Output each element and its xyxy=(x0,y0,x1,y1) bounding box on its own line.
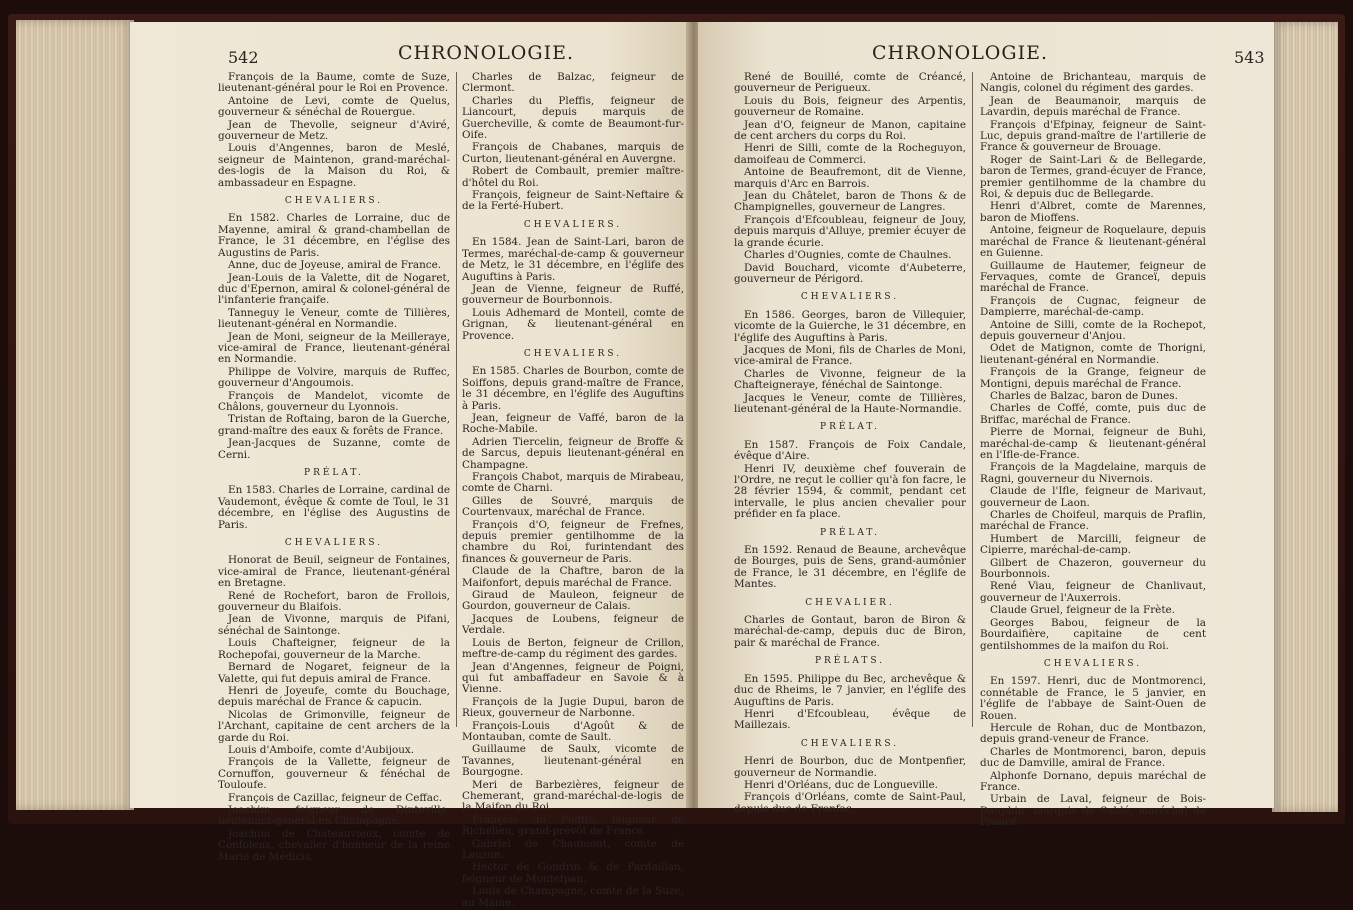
entry-paragraph: Antoine de Silli, comte de la Rochepot, depuis gouverneur d'Anjou. xyxy=(980,318,1206,342)
entry-paragraph: Alphonfe Dornano, depuis maréchal de France. xyxy=(980,769,1206,793)
entry-paragraph: Claude de l'Ifle, feigneur de Marivaut, gouverneur de Laon. xyxy=(980,485,1206,509)
entry-paragraph: En 1585. Charles de Bourbon, comte de Soiffons, depuis grand-maître de France, le 31 décembre, en l'églife des Auguftins à Paris. xyxy=(462,365,684,412)
entry-paragraph: Jacques le Veneur, comte de Tillières, lieutenant-général de la Haute-Normandie. xyxy=(734,391,966,415)
entry-paragraph: Louis du Bois, feigneur des Arpentis, gouverneur de Romaine. xyxy=(734,94,966,119)
entry-paragraph: Pierre de Mornai, feigneur de Buhi, maréchal-de-camp & lieutenant-général en l'Ifle-de-France. xyxy=(980,426,1206,461)
entry-paragraph: Antoine de Beaufremont, dit de Vienne, marquis d'Arc en Barrois. xyxy=(734,166,966,190)
entry-paragraph: François de Cazillac, feigneur de Ceffac. xyxy=(228,791,443,804)
entry-paragraph: Henri d'Efcoubleau, évêque de Maillezais. xyxy=(734,707,966,732)
entry-paragraph: Jacques de Loubens, feigneur de Verdale. xyxy=(462,612,684,637)
page-number: 543 xyxy=(1234,48,1265,67)
section-heading: CHEVALIERS. xyxy=(284,538,384,549)
entry-paragraph: En 1592. Renaud de Beaune, archevêque de Bourges, puis de Sens, grand-aumônier de France, le 31 décembre, en l'églife de Mantes. xyxy=(734,544,966,591)
entry-paragraph: Hector de Gondrin & de Pardaillan, feigneur de Montefpan. xyxy=(462,861,684,885)
entry-paragraph: Gilbert de Chazeron, gouverneur du Bourbonnois. xyxy=(980,556,1206,581)
section-heading: CHEVALIERS. xyxy=(800,738,900,749)
entry-paragraph: Jacques de Moni, fils de Charles de Moni, vice-amiral de France. xyxy=(734,343,966,368)
entry-paragraph: François, feigneur de Saint-Neftaire & de la Ferté-Hubert. xyxy=(462,189,684,213)
entry-paragraph: Guillaume de Hautemer, feigneur de Fervaques, comte de Granceï, depuis maréchal de France. xyxy=(980,259,1206,295)
entry-paragraph: Antoine, feigneur de Roquelaure, depuis maréchal de France & lieutenant-général en Guienne. xyxy=(980,224,1206,260)
entry-paragraph: En 1586. Georges, baron de Villequier, vicomte de la Guierche, le 31 décembre, en l'églife des Auguftins à Paris. xyxy=(734,308,966,344)
entry-paragraph: Humbert de Marcilli, feigneur de Cipierre, maréchal-de-camp. xyxy=(980,532,1206,557)
entry-paragraph: Georges Babou, feigneur de la Bourdaifière, capitaine de cent gentilshommes de la maifon du Roi. xyxy=(980,616,1206,652)
entry-paragraph: Charles du Pleffis, feigneur de Liancourt, depuis marquis de Guercheville, & comte de Beaumont-fur-Oife. xyxy=(462,94,684,142)
running-head: CHRONOLOGIE. xyxy=(872,42,1048,64)
entry-paragraph: En 1584. Jean de Saint-Lari, baron de Termes, maréchal-de-camp & gouverneur de Metz, le 31 décembre, en l'églife des Auguftins à Paris. xyxy=(462,236,684,283)
left-page-column-2 xyxy=(462,72,684,910)
entry-paragraph: Joachim, feigneur de Dinteville, lieutenant-général en Champagne. xyxy=(218,803,450,828)
entry-paragraph: Jean d'O, feigneur de Manon, capitaine de cent archers du corps du Roi. xyxy=(734,118,966,143)
section-heading: PRÉLAT. xyxy=(820,527,880,538)
entry-paragraph: Charles de Gontaut, baron de Biron & maréchal-de-camp, depuis duc de Biron, pair & maréchal de France. xyxy=(734,614,966,649)
entry-paragraph: Giraud de Mauleon, feigneur de Gourdon, gouverneur de Calais. xyxy=(462,589,684,613)
entry-paragraph: Jean du Châtelet, baron de Thons & de Champignelles, gouverneur de Langres. xyxy=(734,190,966,214)
section-heading: CHEVALIER. xyxy=(805,597,895,608)
entry-paragraph: Louis Chafteigner, feigneur de la Rochepofai, gouverneur de la Marche. xyxy=(218,637,450,661)
entry-paragraph: Jean de Thevolle, seigneur d'Aviré, gouverneur de Metz. xyxy=(218,118,450,143)
section-heading: PRÉLATS. xyxy=(814,656,886,667)
entry-paragraph: Henri de Bourbon, duc de Montpenfier, gouverneur de Normandie. xyxy=(734,755,966,779)
entry-paragraph: Hercule de Rohan, duc de Montbazon, depuis grand-veneur de France. xyxy=(980,721,1206,746)
left-page-column-1 xyxy=(218,72,450,864)
entry-paragraph: François de la Grange, feigneur de Montigni, depuis maréchal de France. xyxy=(980,366,1206,390)
entry-paragraph: Louis de Champagne, comte de la Suze, au Maine. xyxy=(462,885,684,909)
entry-paragraph: Claude de la Chaftre, baron de la Maifonfort, depuis maréchal de France. xyxy=(462,565,684,589)
entry-paragraph: Jean-Jacques de Suzanne, comte de Cerni. xyxy=(218,437,450,461)
entry-paragraph: Claude Gruel, feigneur de la Frète. xyxy=(990,604,1175,617)
entry-paragraph: Jean, feigneur de Vaffé, baron de la Roche-Mabile. xyxy=(462,411,684,436)
entry-paragraph: Urbain de Laval, feigneur de Bois-Dauphin, marquis de Sablé, maréchal de France. xyxy=(980,793,1206,829)
entry-paragraph: Joachim de Chateauvieux, comte de Confolens, chevalier d'honneur de la reine Marie de Médicis. xyxy=(218,827,450,863)
entry-paragraph: Antoine de Brichanteau, marquis de Nangis, colonel du régiment des gardes. xyxy=(980,71,1206,95)
entry-paragraph: Henri de Joyeufe, comte du Bouchage, depuis maréchal de France & capucin. xyxy=(218,684,450,709)
entry-paragraph: Louis d'Angennes, baron de Meslé, seigneur de Maintenon, grand-maréchal-des-logis de la Maison du Roi, & ambassadeur en Espagne. xyxy=(218,142,450,189)
entry-paragraph: Louis Adhemard de Monteil, comte de Grignan, & lieutenant-général en Provence. xyxy=(462,306,684,342)
entry-paragraph: Antoine de Levi, comte de Quelus, gouverneur & sénéchal de Rouergue. xyxy=(218,94,450,119)
entry-paragraph: François Chabot, marquis de Mirabeau, comte de Charni. xyxy=(462,471,684,495)
entry-paragraph: Robert de Combault, premier maître-d'hôtel du Roi. xyxy=(462,165,684,189)
entry-paragraph: François d'Efcoubleau, feigneur de Jouy, depuis marquis d'Alluye, premier écuyer de la grande écurie. xyxy=(734,213,966,249)
section-heading: CHEVALIERS. xyxy=(523,219,623,230)
left-page-edges xyxy=(16,20,134,810)
section-heading: CHEVALIERS. xyxy=(523,348,623,359)
entry-paragraph: Jean d'Angennes, feigneur de Poigni, qui fut ambaffadeur en Savoie & à Vienne. xyxy=(462,660,684,696)
entry-paragraph: François de la Baume, comte de Suze, lieutenant-général pour le Roi en Provence. xyxy=(218,71,450,95)
section-heading: PRÉLAT. xyxy=(820,422,880,433)
entry-paragraph: En 1582. Charles de Lorraine, duc de Mayenne, amiral & grand-chambellan de France, le 31 décembre, en l'église des Augustins de Paris. xyxy=(218,212,450,259)
entry-paragraph: Louis de Berton, feigneur de Crillon, meftre-de-camp du régiment des gardes. xyxy=(462,636,684,661)
entry-paragraph: François-Louis d'Agoût & de Montauban, comte de Sault. xyxy=(462,719,684,743)
entry-paragraph: David Bouchard, vicomte d'Aubeterre, gouverneur de Périgord. xyxy=(734,261,966,285)
entry-paragraph: René de Rochefort, baron de Frollois, gouverneur du Blaifois. xyxy=(218,589,450,614)
entry-paragraph: Jean de Moni, seigneur de la Meilleraye, vice-amiral de France, lieutenant-général en Normandie. xyxy=(218,330,450,366)
entry-paragraph: René Viau, feigneur de Chanlivaut, gouverneur de l'Auxerrois. xyxy=(980,580,1206,604)
entry-paragraph: Guillaume de Saulx, vicomte de Tavannes, lieutenant-général en Bourgogne. xyxy=(462,743,684,779)
entry-paragraph: François du Pleffis, feigneur de Richelieu, grand-prévôt de France. xyxy=(462,813,684,838)
entry-paragraph: Henri IV, deuxième chef fouverain de l'Ordre, ne reçut le collier qu'à fon facre, le 28 février 1594, & commit, pendant cet intervalle, le plus ancien chevalier pour préfider en fa place. xyxy=(734,462,966,521)
column-rule xyxy=(972,72,973,727)
entry-paragraph: François de la Magdelaine, marquis de Ragni, gouverneur du Nivernois. xyxy=(980,461,1206,485)
entry-paragraph: François de la Jugie Dupui, baron de Rieux, gouverneur de Narbonne. xyxy=(462,695,684,720)
entry-paragraph: Philippe de Volvire, marquis de Ruffec, gouverneur d'Angoumois. xyxy=(218,365,450,390)
entry-paragraph: Henri d'Albret, comte de Marennes, baron de Mioffens. xyxy=(980,200,1206,224)
right-page-column-1 xyxy=(734,72,966,816)
entry-paragraph: François d'O, feigneur de Frefnes, depuis premier gentilhomme de la chambre du Roi, furintendant des finances & gouverneur de Paris. xyxy=(462,518,684,565)
entry-paragraph: René de Bouillé, comte de Créancé, gouverneur de Perigueux. xyxy=(734,71,966,95)
entry-paragraph: Meri de Barbezières, feigneur de Chemerant, grand-maréchal-de-logis de la Maifon du Roi. xyxy=(462,778,684,814)
entry-paragraph: Gilles de Souvré, marquis de Courtenvaux, maréchal de France. xyxy=(462,494,684,519)
entry-paragraph: Jean de Beaumanoir, marquis de Lavardin, depuis maréchal de France. xyxy=(980,94,1206,119)
entry-paragraph: François de Mandelot, vicomte de Châlons, gouverneur du Lyonnois. xyxy=(218,389,450,413)
entry-paragraph: Jean-Louis de la Valette, dit de Nogaret, duc d'Epernon, amiral & colonel-général de l'infanterie françaife. xyxy=(218,271,450,307)
left-page xyxy=(130,22,690,909)
entry-paragraph: Henri de Silli, comte de la Rocheguyon, damoifeau de Commerci. xyxy=(734,142,966,166)
entry-paragraph: Charles de Montmorenci, baron, depuis duc de Damville, amiral de France. xyxy=(980,745,1206,770)
entry-paragraph: En 1583. Charles de Lorraine, cardinal de Vaudemont, évêque & comte de Toul, le 31 décembre, en l'église des Augustins de Paris. xyxy=(218,484,450,531)
entry-paragraph: Nicolas de Grimonville, feigneur de l'Archant, capitaine de cent archers de la garde du Roi. xyxy=(218,708,450,744)
entry-paragraph: Charles de Choifeul, marquis de Praflin, maréchal de France. xyxy=(980,509,1206,533)
entry-paragraph: En 1595. Philippe du Bec, archevêque & duc de Rheims, le 7 janvier, en l'églife des Auguftins de Paris. xyxy=(734,672,966,708)
entry-paragraph: Tanneguy le Veneur, comte de Tillières, lieutenant-général en Normandie. xyxy=(218,306,450,331)
entry-paragraph: Louis d'Amboife, comte d'Aubijoux. xyxy=(228,743,415,756)
entry-paragraph: Anne, duc de Joyeuse, amiral de France. xyxy=(228,259,442,272)
entry-paragraph: François de Chabanes, marquis de Curton, lieutenant-général en Auvergne. xyxy=(462,141,684,165)
entry-paragraph: En 1587. François de Foix Candale, évêque d'Aire. xyxy=(734,438,966,463)
entry-paragraph: Charles de Balzac, baron de Dunes. xyxy=(990,389,1178,402)
section-heading: PRÉLAT. xyxy=(304,468,364,478)
entry-paragraph: Bernard de Nogaret, feigneur de la Valette, qui fut depuis amiral de France. xyxy=(218,661,450,685)
column-rule xyxy=(456,72,457,727)
running-head: CHRONOLOGIE. xyxy=(398,42,574,64)
entry-paragraph: En 1597. Henri, duc de Montmorenci, connétable de France, le 5 janvier, en l'églife de l'abbaye de Saint-Ouen de Rouen. xyxy=(980,675,1206,722)
entry-paragraph: Charles de Balzac, feigneur de Clermont. xyxy=(462,71,684,95)
entry-paragraph: Adrien Tiercelin, feigneur de Broffe & de Sarcus, depuis lieutenant-général en Champagne. xyxy=(462,435,684,471)
entry-paragraph: Roger de Saint-Lari & de Bellegarde, baron de Termes, grand-écuyer de France, premier gentilhomme de la chambre du Roi, & depuis duc de Bellegarde. xyxy=(980,153,1206,201)
entry-paragraph: Honorat de Beuil, seigneur de Fontaines, vice-amiral de France, lieutenant-général en Bretagne. xyxy=(218,554,450,590)
entry-paragraph: Gabriel de Chaumont, comte de Lauzun. xyxy=(462,837,684,861)
section-heading: CHEVALIERS. xyxy=(284,196,384,207)
entry-paragraph: François d'Efpinay, feigneur de Saint-Luc, depuis grand-maître de l'artillerie de France & gouverneur de Brouage. xyxy=(980,118,1206,154)
entry-paragraph: Charles de Coffé, comte, puis duc de Briffac, maréchal de France. xyxy=(980,402,1206,426)
section-heading: CHEVALIERS. xyxy=(800,292,900,303)
entry-paragraph: Tristan de Roftaing, baron de la Guerche, grand-maître des eaux & forêts de France. xyxy=(218,413,450,437)
entry-paragraph: Odet de Matignon, comte de Thorigni, lieutenant-général en Normandie. xyxy=(980,342,1206,366)
entry-paragraph: Jean de Vienne, feigneur de Ruffé, gouverneur de Bourbonnois. xyxy=(462,282,684,307)
entry-paragraph: Charles de Vivonne, feigneur de la Chafteigneraye, fénéchal de Saintonge. xyxy=(734,367,966,392)
entry-paragraph: François de la Vallette, feigneur de Cornuffon, gouverneur & fénéchal de Touloufe. xyxy=(218,756,450,792)
entry-paragraph: Henri d'Orléans, duc de Longueville. xyxy=(744,778,938,791)
page-number: 542 xyxy=(228,48,259,67)
entry-paragraph: Jean de Vivonne, marquis de Pifani, sénéchal de Saintonge. xyxy=(218,613,450,637)
entry-paragraph: François d'Orléans, comte de Saint-Paul, depuis duc de Fronfac. xyxy=(734,791,966,815)
entry-paragraph: François de Cugnac, feigneur de Dampierre, maréchal-de-camp. xyxy=(980,294,1206,319)
right-page xyxy=(698,22,1274,829)
right-page-edges xyxy=(1272,22,1338,812)
section-heading: CHEVALIERS. xyxy=(1043,658,1143,669)
right-page-column-2 xyxy=(980,72,1206,830)
entry-paragraph: Charles d'Ougnies, comte de Chaulnes. xyxy=(744,249,952,262)
